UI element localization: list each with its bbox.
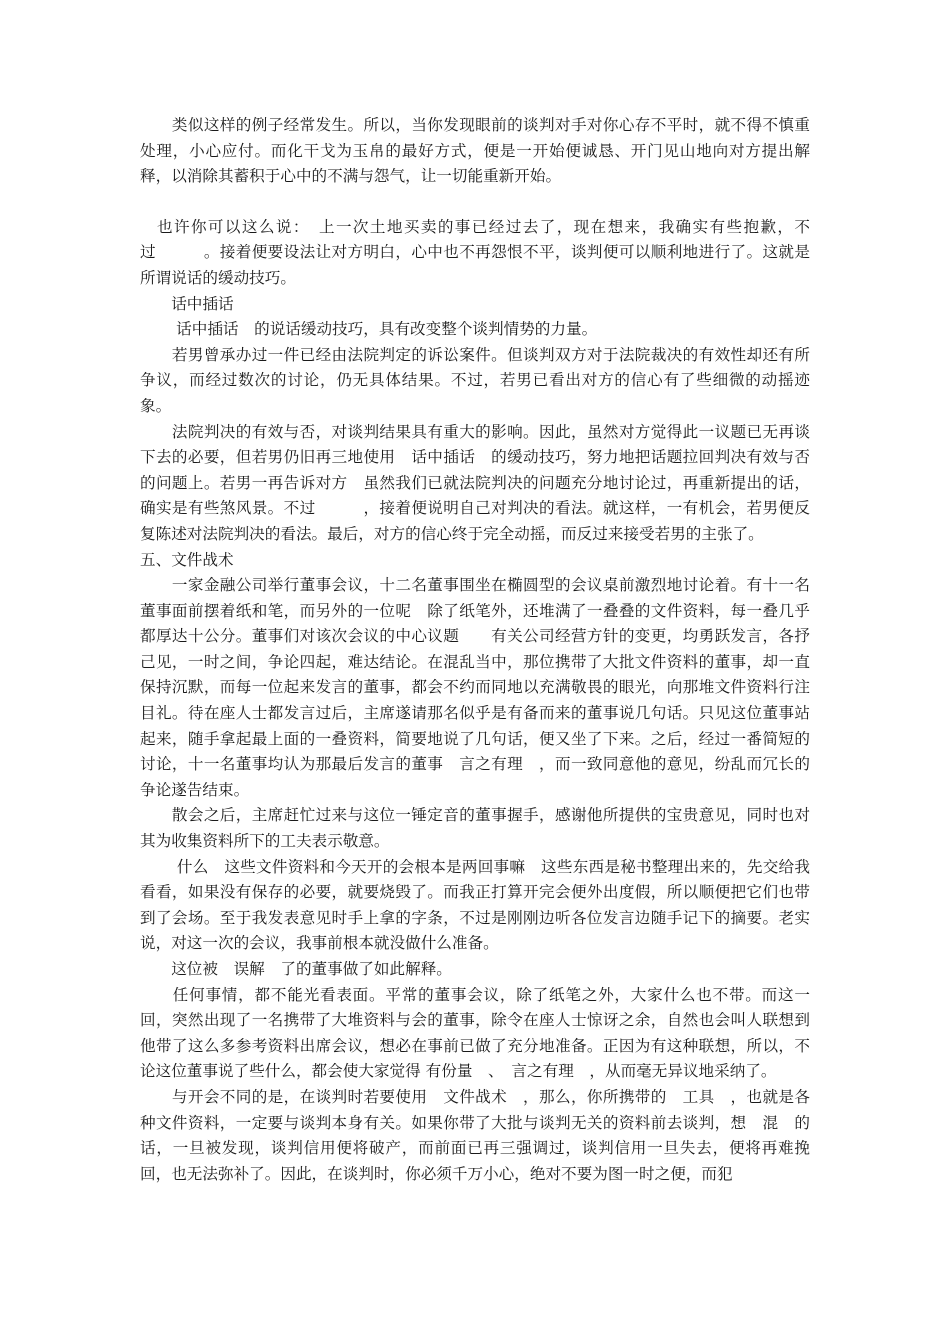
paragraph-after-meeting: 散会之后，主席赶忙过来与这位一锤定音的董事握手，感谢他所提供的宝贵意见，同时也对其为收集资料所下的工夫表示敬意。	[140, 806, 810, 851]
paragraph-appearances: 任何事情，都不能光看表面。平常的董事会议，除了纸笔之外，大家什么也不带。而这一回，突然出现了一名携带了大堆资料与会的董事，除令在座人士惊讶之余，自然也会叫人联想到 他带了这么多参考资料出席会议，想必在事前已做了充分地准备。正因为有这种联想，所以，不论这位董事说了些什么，都会使大家觉得 有份量 、 言之有理 ，从而毫无异议地采纳了。	[140, 985, 842, 1081]
paragraph-director-explained: 这位被 误解 了的董事做了如此解释。	[140, 960, 452, 978]
paragraph-insert-talk-intro: 话中插话 的说话缓动技巧，具有改变整个谈判情势的力量。	[140, 320, 598, 339]
paragraph-court-judgment: 法院判决的有效与否，对谈判结果具有重大的影响。因此，虽然对方觉得此一议题已无再谈下去的必要，但若男仍旧再三地使用 话中插话 的缓动技巧，努力地把话题拉回判决有效与否的问题上。若男一再告诉对方 虽然我们已就法院判决的问题充分地讨论过，再重新提出的话，确实是有些煞风景。不过 ，接着便说明自己对判决的看法。就这样，一有机会，若男便反复陈述对法院判决的看法。最后，对方的信心终于完全动摇，而反过来接受若男的主张了。	[140, 422, 810, 543]
paragraph-ruonan-case: 若男曾承办过一件已经由法院判定的诉讼案件。但谈判双方对于法院裁决的有效性却还有所争议，而经过数次的讨论，仍无具体结果。不过，若男已看出对方的信心有了些细微的动摇迹象。	[140, 345, 810, 415]
paragraph-spacer	[140, 190, 810, 215]
subheading-insert-talk: 话中插话	[140, 294, 234, 313]
paragraph-say-like-this: 也许你可以这么说： 上一次土地买卖的事已经过去了，现在想来，我确实有些抱歉，不过 。接着便要设法让对方明白，心中也不再怨恨不平，谈判便可以顺利地进行了。这就是所谓说话的缓动技巧。	[140, 217, 810, 287]
paragraph-board-meeting: 一家金融公司举行董事会议，十二名董事围坐在椭圆型的会议桌前激烈地讨论着。有十一名董事面前摆着纸和笔，而另外的一位呢 除了纸笔外，还堆满了一叠叠的文件资料，每一叠几乎都厚达十公分。董事们对该次会议的中心议题 有关公司经营方针的变更，均勇跃发言，各抒己见，一时之间，争论四起，难达结论。在混乱当中，那位携带了大批文件资料的董事，却一直保持沉默，而每一位起来发言的董事，都会不约而同地以充满敬畏的眼光，向那堆文件资料行注目礼。待在座人士都发言过后，主席遂请那名似乎是有备而来的董事说几句话。只见这位董事站起来，随手拿起最上面的一叠资料，简要地说了几句话，便又坐了下来。之后，经过一番简短的讨论，十一名董事均认为那最后发言的董事 言之有理 ，而一致同意他的意见，纷乱而冗长的争论遂告结束。	[140, 576, 810, 799]
section-heading-document-tactics: 五、文件战术	[140, 550, 234, 569]
document-body	[140, 113, 842, 1187]
paragraph-director-quote: 什么 这些文件资料和今天开的会根本是两回事嘛 这些东西是秘书整理出来的，先交给我看看，如果没有保存的必要，就要烧毁了。而我正打算开完会便外出度假，所以顺便把它们也带到了会场。至于我发表意见时手上拿的字条，不过是刚刚边听各位发言边随手记下的摘要。老实说，对这一次的会议，我事前根本就没做什么准备。	[140, 857, 810, 953]
paragraph-example-intro: 类似这样的例子经常发生。所以，当你发现眼前的谈判对手对你心存不平时，就不得不慎重处理，小心应付。而化干戈为玉帛的最好方式，便是一开始便诚恳、开门见山地向对方提出解释，以消除其蓄积于心中的不满与怨气，让一切能重新开始。	[140, 116, 810, 186]
paragraph-negotiation-documents: 与开会不同的是，在谈判时若要使用 文件战术 ，那么，你所携带的 工具 ，也就是各种文件资料，一定要与谈判本身有关。如果你带了大批与谈判无关的资料前去谈判，想 混 的话，一旦被发现，谈判信用便将破产，而前面已再三强调过，谈判信用一旦失去，便将再难挽回，也无法弥补了。因此，在谈判时，你必须千万小心，绝对不要为图一时之便，而犯	[140, 1087, 810, 1183]
